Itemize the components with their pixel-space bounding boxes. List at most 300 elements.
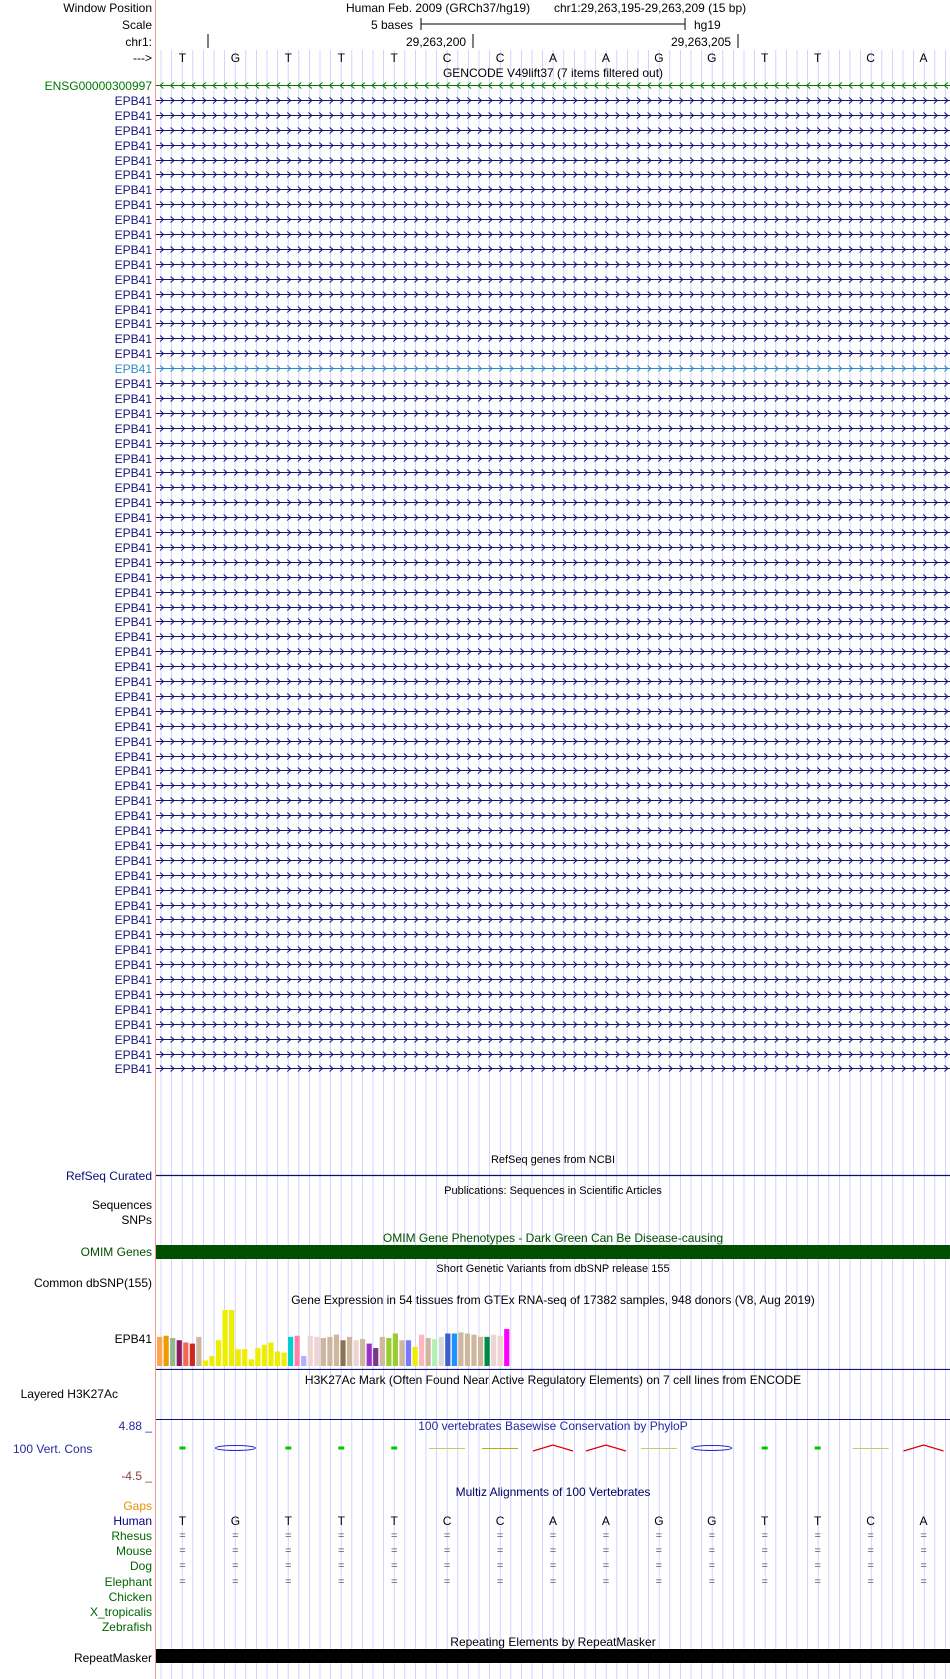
gtex-tissue-bar[interactable] (236, 1349, 241, 1366)
gtex-tissue-bar[interactable] (196, 1337, 201, 1366)
gtex-tissue-bar[interactable] (386, 1338, 391, 1366)
gene-feature[interactable] (156, 287, 950, 303)
gene-feature[interactable] (156, 451, 950, 467)
gene-feature[interactable] (156, 957, 950, 973)
gene-name-label[interactable]: EPB41 (114, 287, 152, 302)
gencode-item[interactable] (0, 153, 950, 169)
gene-name-label[interactable]: EPB41 (114, 794, 152, 809)
gtex-tissue-bar[interactable] (209, 1356, 214, 1366)
gene-name-label[interactable]: EPB41 (114, 973, 152, 987)
gencode-item[interactable] (0, 1047, 950, 1063)
gencode-item[interactable] (0, 495, 950, 511)
gene-name-label[interactable]: EPB41 (114, 898, 152, 913)
gtex-tissue-bar[interactable] (255, 1348, 260, 1366)
gtex-tissue-bar[interactable] (249, 1359, 254, 1366)
gencode-item[interactable] (0, 719, 950, 735)
phylop-score-mark[interactable] (762, 1447, 768, 1450)
gencode-item-ensg[interactable] (0, 78, 950, 94)
species-label-zebrafish[interactable]: Zebrafish (101, 1620, 152, 1635)
gene-feature[interactable] (156, 1017, 950, 1033)
gtex-tissue-bar[interactable] (334, 1335, 339, 1366)
gencode-item[interactable] (0, 108, 950, 124)
gene-model-line (156, 257, 950, 273)
phylop-score-mark[interactable] (815, 1447, 821, 1450)
gtex-label[interactable]: EPB41 (114, 1332, 152, 1346)
gene-name-label[interactable]: EPB41 (114, 138, 152, 153)
gtex-tissue-bar[interactable] (380, 1337, 385, 1366)
gtex-tissue-bar[interactable] (308, 1336, 313, 1366)
multiz-gaps-label[interactable]: Gaps (123, 1499, 152, 1513)
phylop-signal[interactable] (156, 1434, 950, 1478)
gencode-item[interactable] (0, 346, 950, 362)
gene-name-label[interactable]: EPB41 (114, 1062, 152, 1077)
gencode-item[interactable] (0, 868, 950, 884)
gene-feature[interactable] (156, 689, 950, 705)
phylop-score-mark[interactable] (391, 1447, 397, 1450)
gencode-item[interactable] (0, 1017, 950, 1033)
gtex-tissue-bar[interactable] (170, 1338, 175, 1366)
gene-name-label[interactable]: EPB41 (114, 242, 152, 257)
gencode-item[interactable] (0, 674, 950, 690)
gene-feature[interactable] (156, 555, 950, 571)
gene-feature[interactable] (156, 182, 950, 198)
gene-name-label[interactable]: EPB41 (114, 555, 152, 570)
gencode-item[interactable] (0, 570, 950, 586)
gene-feature[interactable] (156, 346, 950, 362)
gencode-item[interactable] (0, 406, 950, 422)
gene-name-label[interactable]: EPB41 (114, 1032, 152, 1047)
gencode-item[interactable] (0, 778, 950, 794)
gtex-tissue-bar[interactable] (491, 1335, 496, 1366)
gene-name-label[interactable]: EPB41 (114, 928, 152, 943)
phylop-score-mark[interactable] (179, 1447, 185, 1450)
gene-name-label[interactable]: EPB41 (114, 853, 152, 868)
gene-name-label[interactable]: EPB41 (114, 317, 152, 332)
gencode-item[interactable] (0, 93, 950, 109)
gencode-item[interactable] (0, 227, 950, 243)
gtex-tissue-bar[interactable] (242, 1349, 247, 1366)
gtex-tissue-bar[interactable] (478, 1337, 483, 1366)
gene-name-label[interactable]: ENSG00000300997 (44, 79, 152, 93)
gencode-item[interactable] (0, 898, 950, 914)
gene-model-line (156, 93, 950, 109)
gene-feature[interactable] (156, 778, 950, 794)
gencode-item[interactable] (0, 480, 950, 496)
gtex-tissue-bar[interactable] (373, 1348, 378, 1366)
gene-name-label[interactable]: EPB41 (114, 868, 152, 883)
phylop-label[interactable]: 100 Vert. Cons (13, 1442, 93, 1456)
gene-feature[interactable] (156, 138, 950, 154)
gencode-item[interactable] (0, 749, 950, 765)
species-label-human[interactable]: Human (113, 1514, 152, 1528)
gene-name-label[interactable]: EPB41 (114, 198, 152, 213)
omim-feature-bar[interactable] (156, 1245, 950, 1259)
gene-feature[interactable] (156, 585, 950, 601)
gene-name-label[interactable]: EPB41 (114, 689, 152, 704)
alignment-base: G (654, 1514, 664, 1528)
gene-feature[interactable] (156, 123, 950, 139)
gene-feature[interactable] (156, 749, 950, 765)
gtex-bar-chart[interactable] (156, 1306, 950, 1370)
gene-name-label[interactable]: EPB41 (114, 615, 152, 630)
gencode-item[interactable] (0, 629, 950, 645)
gencode-item[interactable] (0, 763, 950, 779)
gencode-item[interactable] (0, 957, 950, 973)
gtex-tissue-bar[interactable] (301, 1356, 306, 1366)
gene-model-line (156, 987, 950, 1003)
gene-feature[interactable] (156, 629, 950, 645)
gene-feature[interactable] (156, 316, 950, 332)
gene-name-label[interactable]: EPB41 (114, 123, 152, 138)
gene-feature[interactable] (156, 510, 950, 526)
gencode-item[interactable] (0, 927, 950, 943)
phylop-score-mark[interactable] (904, 1445, 944, 1451)
species-label-elephant[interactable]: Elephant (104, 1574, 152, 1589)
gene-feature[interactable] (156, 480, 950, 496)
gene-feature[interactable] (156, 868, 950, 884)
gtex-tissue-bar[interactable] (288, 1337, 293, 1366)
gene-name-label[interactable]: EPB41 (114, 1002, 152, 1017)
species-label-x_tropicalis[interactable]: X_tropicalis (89, 1604, 152, 1619)
gencode-item[interactable] (0, 331, 950, 347)
gene-name-label[interactable]: EPB41 (114, 466, 152, 481)
gene-feature[interactable] (156, 465, 950, 481)
gencode-item[interactable] (0, 823, 950, 839)
gtex-tissue-bar[interactable] (458, 1332, 463, 1366)
phylop-score-mark[interactable] (692, 1446, 732, 1451)
gene-feature[interactable] (156, 376, 950, 392)
refseq-label[interactable]: RefSeq Curated (65, 1169, 152, 1183)
gene-feature[interactable] (156, 793, 950, 809)
gencode-item[interactable] (0, 912, 950, 928)
gencode-item[interactable] (0, 167, 950, 183)
gencode-item[interactable] (0, 197, 950, 213)
gencode-item[interactable] (0, 525, 950, 541)
gene-feature[interactable] (156, 614, 950, 630)
repeatmasker-feature-bar[interactable] (156, 1649, 950, 1663)
gtex-tissue-bar[interactable] (412, 1347, 417, 1366)
gtex-tissue-bar[interactable] (347, 1337, 352, 1366)
gene-name-label[interactable]: EPB41 (114, 809, 152, 824)
gencode-item[interactable] (0, 838, 950, 854)
gtex-tissue-bar[interactable] (203, 1360, 208, 1366)
gencode-item[interactable] (0, 734, 950, 750)
gene-name-label[interactable]: EPB41 (114, 496, 152, 511)
gene-name-label[interactable]: EPB41 (114, 332, 152, 347)
publications-label-sequences[interactable]: Sequences (91, 1198, 152, 1212)
gene-name-label[interactable]: EPB41 (114, 451, 152, 466)
publications-label-snps[interactable]: SNPs (121, 1213, 152, 1227)
alignment-base: = (814, 1530, 821, 1543)
gene-name-label[interactable]: EPB41 (114, 883, 152, 898)
refseq-feature[interactable] (156, 1168, 950, 1184)
gencode-item[interactable] (0, 257, 950, 273)
repeatmasker-label[interactable]: RepeatMasker (73, 1651, 152, 1665)
gene-name-label[interactable]: EPB41 (114, 958, 152, 973)
gene-feature[interactable] (156, 257, 950, 273)
gene-feature[interactable] (156, 436, 950, 452)
gene-feature[interactable] (156, 600, 950, 616)
gene-feature[interactable] (156, 734, 950, 750)
gtex-tissue-bar[interactable] (367, 1344, 372, 1366)
gencode-item[interactable] (0, 853, 950, 869)
gene-feature[interactable] (156, 808, 950, 824)
gene-feature[interactable] (156, 421, 950, 437)
gene-feature[interactable] (156, 302, 950, 318)
gene-feature[interactable] (156, 406, 950, 422)
gencode-item[interactable] (0, 987, 950, 1003)
gene-name-label[interactable]: EPB41 (114, 213, 152, 228)
gene-name-label[interactable]: EPB41 (114, 168, 152, 183)
gene-feature[interactable] (156, 972, 950, 988)
gene-name-label[interactable]: EPB41 (114, 108, 152, 123)
gene-model-line (156, 853, 950, 869)
gtex-tissue-bar[interactable] (216, 1340, 221, 1366)
gene-feature[interactable] (156, 838, 950, 854)
gtex-tissue-bar[interactable] (360, 1339, 365, 1366)
gtex-tissue-bar[interactable] (504, 1329, 509, 1366)
gencode-item[interactable] (0, 689, 950, 705)
gene-feature[interactable] (156, 912, 950, 928)
gtex-tissue-bar[interactable] (321, 1338, 326, 1366)
gene-feature[interactable] (156, 927, 950, 943)
gencode-item[interactable] (0, 436, 950, 452)
gencode-item[interactable] (0, 421, 950, 437)
gencode-item[interactable] (0, 704, 950, 720)
gencode-item[interactable] (0, 242, 950, 258)
gene-feature[interactable] (156, 227, 950, 243)
gtex-tissue-bar[interactable] (406, 1340, 411, 1366)
species-label-chicken[interactable]: Chicken (108, 1589, 152, 1604)
gtex-tissue-bar[interactable] (432, 1339, 437, 1366)
gene-name-label[interactable]: EPB41 (114, 734, 152, 749)
gtex-tissue-bar[interactable] (314, 1337, 319, 1366)
gencode-item[interactable] (0, 272, 950, 288)
gencode-item[interactable] (0, 316, 950, 332)
gencode-item[interactable] (0, 1032, 950, 1048)
gene-feature[interactable] (156, 495, 950, 511)
gtex-tissue-bar[interactable] (229, 1310, 234, 1366)
gencode-item[interactable] (0, 540, 950, 556)
gene-name-label[interactable]: EPB41 (114, 362, 152, 377)
gtex-tissue-bar[interactable] (465, 1334, 470, 1366)
gene-name-label[interactable]: EPB41 (114, 660, 152, 675)
gene-name-label[interactable]: EPB41 (114, 406, 152, 421)
gene-name-label[interactable]: EPB41 (114, 377, 152, 391)
gene-name-label[interactable]: EPB41 (114, 257, 152, 272)
gene-name-label[interactable]: EPB41 (114, 228, 152, 242)
gencode-item[interactable] (0, 644, 950, 660)
gene-name-label[interactable]: EPB41 (114, 779, 152, 794)
gene-feature[interactable] (156, 570, 950, 586)
gene-feature[interactable] (156, 167, 950, 183)
gtex-tissue-bar[interactable] (281, 1353, 286, 1366)
gtex-tissue-bar[interactable] (445, 1334, 450, 1366)
gencode-item[interactable] (0, 793, 950, 809)
gtex-tissue-bar[interactable] (275, 1351, 280, 1366)
gtex-tissue-bar[interactable] (327, 1337, 332, 1366)
gene-feature[interactable] (156, 1032, 950, 1048)
gene-feature[interactable] (156, 540, 950, 556)
gene-name-label[interactable]: EPB41 (114, 913, 152, 928)
gencode-item[interactable] (0, 1061, 950, 1077)
gene-name-label[interactable]: EPB41 (114, 1017, 152, 1032)
gene-feature[interactable] (156, 272, 950, 288)
omim-label[interactable]: OMIM Genes (80, 1245, 152, 1259)
gene-name-label[interactable]: EPB41 (114, 526, 152, 540)
gtex-tissue-bar[interactable] (426, 1338, 431, 1366)
species-label-rhesus[interactable]: Rhesus (111, 1529, 152, 1544)
phylop-score-mark[interactable] (338, 1447, 344, 1450)
gene-name-label[interactable]: EPB41 (114, 719, 152, 734)
gencode-item[interactable] (0, 600, 950, 616)
gene-feature[interactable] (156, 644, 950, 660)
gencode-item[interactable] (0, 659, 950, 675)
gene-feature[interactable] (156, 93, 950, 109)
gtex-tissue-bar[interactable] (419, 1335, 424, 1366)
gene-model-line (156, 376, 950, 392)
alignment-base: = (496, 1575, 504, 1588)
gtex-tissue-bar[interactable] (295, 1336, 300, 1366)
gtex-tissue-bar[interactable] (268, 1342, 273, 1366)
gene-feature[interactable] (156, 659, 950, 675)
phylop-score-mark[interactable] (215, 1446, 255, 1451)
gtex-tissue-bar[interactable] (262, 1345, 267, 1366)
gene-feature[interactable] (156, 78, 950, 94)
gene-model-line (156, 644, 950, 660)
gene-name-label[interactable]: EPB41 (114, 570, 152, 585)
dbsnp-label[interactable]: Common dbSNP(155) (33, 1276, 152, 1290)
gene-name-label[interactable]: EPB41 (114, 675, 152, 689)
gtex-tissue-bar[interactable] (157, 1337, 162, 1366)
gene-feature[interactable] (156, 525, 950, 541)
gtex-tissue-bar[interactable] (498, 1336, 503, 1366)
gencode-item[interactable] (0, 138, 950, 154)
gene-feature[interactable] (156, 212, 950, 228)
refseq-item[interactable] (0, 1168, 950, 1184)
gtex-tissue-bar[interactable] (399, 1340, 404, 1366)
gencode-item[interactable] (0, 972, 950, 988)
gene-feature[interactable] (156, 1047, 950, 1063)
gene-feature[interactable] (156, 987, 950, 1003)
gencode-item[interactable] (0, 287, 950, 303)
phylop-score-mark[interactable] (533, 1445, 573, 1451)
gene-feature[interactable] (156, 853, 950, 869)
gencode-item[interactable] (0, 182, 950, 198)
gencode-item[interactable] (0, 510, 950, 526)
gencode-item[interactable] (0, 614, 950, 630)
gene-name-label[interactable]: EPB41 (114, 540, 152, 555)
gene-name-label[interactable]: EPB41 (114, 585, 152, 600)
gencode-item[interactable] (0, 376, 950, 392)
gtex-tissue-bar[interactable] (393, 1334, 398, 1366)
gencode-item[interactable] (0, 361, 950, 377)
gene-name-label[interactable]: EPB41 (114, 302, 152, 317)
gene-feature[interactable] (156, 1061, 950, 1077)
gene-feature[interactable] (156, 391, 950, 407)
gene-name-label[interactable]: EPB41 (114, 704, 152, 719)
gencode-item[interactable] (0, 465, 950, 481)
gene-name-label[interactable]: EPB41 (114, 272, 152, 287)
phylop-score-mark[interactable] (586, 1445, 626, 1451)
gene-name-label[interactable]: EPB41 (114, 183, 152, 198)
gene-feature[interactable] (156, 153, 950, 169)
gene-name-label[interactable]: EPB41 (114, 481, 152, 496)
gtex-tissue-bar[interactable] (164, 1336, 169, 1366)
gene-name-label[interactable]: EPB41 (114, 436, 152, 451)
gene-name-label[interactable]: EPB41 (114, 1047, 152, 1062)
phylop-score-mark[interactable] (285, 1447, 291, 1450)
gene-feature[interactable] (156, 242, 950, 258)
gencode-item[interactable] (0, 451, 950, 467)
gene-feature[interactable] (156, 197, 950, 213)
gencode-item[interactable] (0, 942, 950, 958)
gene-name-label[interactable]: EPB41 (114, 511, 152, 526)
gene-feature[interactable] (156, 898, 950, 914)
gencode-item[interactable] (0, 1002, 950, 1018)
gtex-tissue-bar[interactable] (177, 1340, 182, 1366)
gtex-tissue-bar[interactable] (471, 1335, 476, 1366)
gene-feature[interactable] (156, 719, 950, 735)
gtex-tissue-bar[interactable] (183, 1342, 188, 1366)
gene-name-label[interactable]: EPB41 (114, 153, 152, 168)
gene-name-label[interactable]: EPB41 (114, 943, 152, 958)
gtex-tissue-bar[interactable] (452, 1334, 457, 1366)
gene-feature[interactable] (156, 763, 950, 779)
h3k27ac-signal[interactable] (156, 1386, 950, 1422)
gene-feature[interactable] (156, 704, 950, 720)
gencode-item[interactable] (0, 808, 950, 824)
gene-feature[interactable] (156, 1002, 950, 1018)
gene-name-label[interactable]: EPB41 (114, 93, 152, 108)
gene-feature[interactable] (156, 108, 950, 124)
gene-feature[interactable] (156, 331, 950, 347)
gene-feature[interactable] (156, 942, 950, 958)
gencode-item[interactable] (0, 585, 950, 601)
species-label-dog[interactable]: Dog (129, 1559, 152, 1574)
gene-name-label[interactable]: EPB41 (114, 764, 152, 779)
gene-name-label[interactable]: EPB41 (114, 987, 152, 1002)
gene-name-label[interactable]: EPB41 (114, 824, 152, 838)
gene-name-label[interactable]: EPB41 (114, 749, 152, 764)
gtex-tissue-bar[interactable] (485, 1337, 490, 1366)
gene-name-label[interactable]: EPB41 (114, 600, 152, 615)
gene-feature[interactable] (156, 883, 950, 899)
gtex-tissue-bar[interactable] (354, 1340, 359, 1366)
gtex-tissue-bar[interactable] (340, 1340, 345, 1366)
gene-name-label[interactable]: EPB41 (114, 421, 152, 436)
gene-name-label[interactable]: EPB41 (114, 347, 152, 362)
gencode-item[interactable] (0, 391, 950, 407)
gene-feature[interactable] (156, 823, 950, 839)
gene-name-label[interactable]: EPB41 (114, 391, 152, 406)
gene-feature[interactable] (156, 674, 950, 690)
gencode-item[interactable] (0, 123, 950, 139)
species-label-mouse[interactable]: Mouse (115, 1544, 152, 1559)
gencode-item[interactable] (0, 212, 950, 228)
gencode-item[interactable] (0, 555, 950, 571)
gene-name-label[interactable]: EPB41 (114, 645, 152, 660)
gtex-tissue-bar[interactable] (190, 1344, 195, 1366)
gtex-tissue-bar[interactable] (439, 1337, 444, 1366)
gene-name-label[interactable]: EPB41 (114, 838, 152, 853)
gencode-item[interactable] (0, 883, 950, 899)
gene-name-label[interactable]: EPB41 (114, 630, 152, 645)
gene-feature[interactable] (156, 361, 950, 377)
gtex-tissue-bar[interactable] (223, 1310, 228, 1366)
h3k27ac-label[interactable]: Layered H3K27Ac (20, 1387, 118, 1401)
gencode-item[interactable] (0, 302, 950, 318)
